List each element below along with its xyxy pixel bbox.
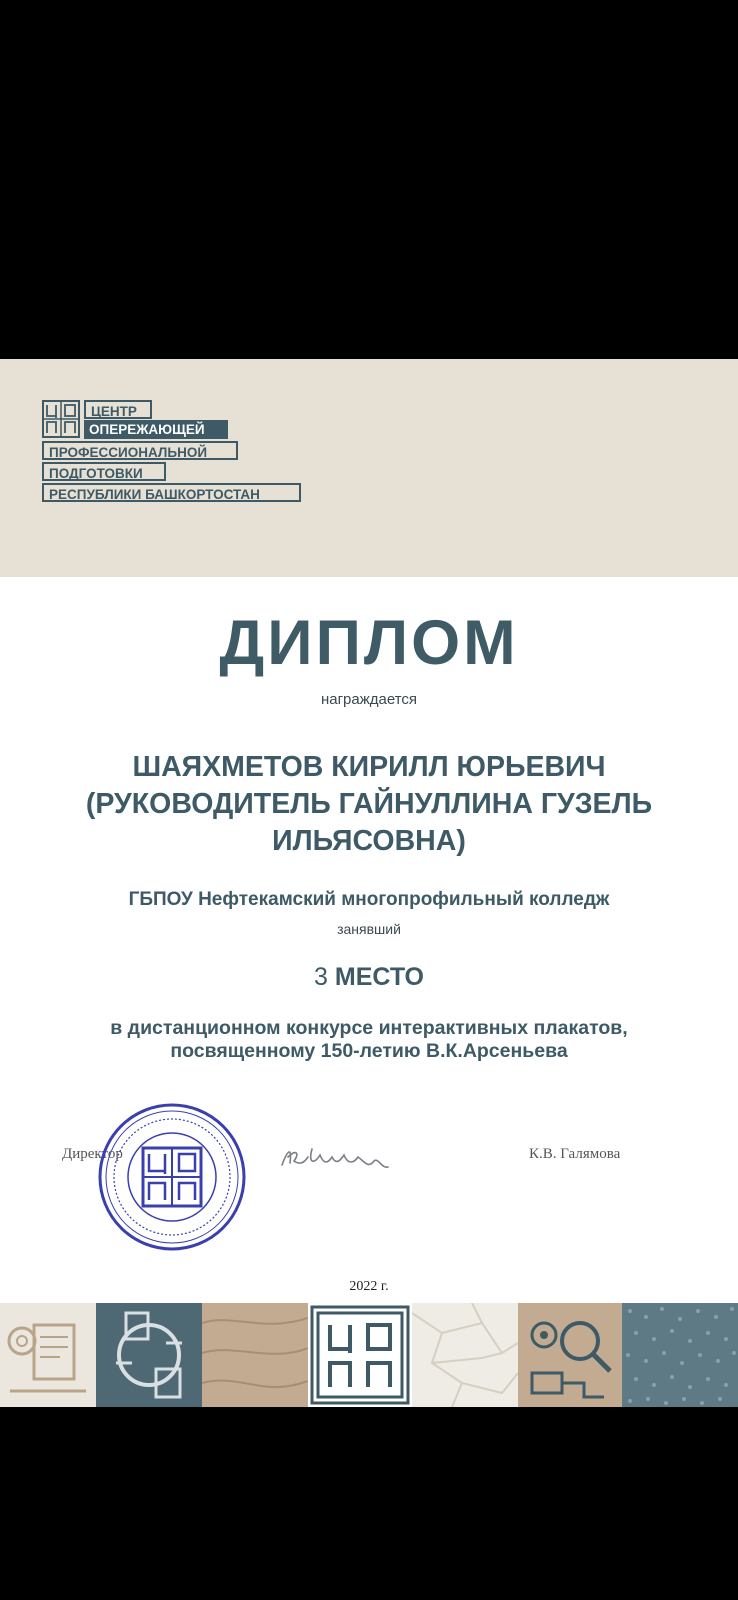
gear-magnifier-icon xyxy=(518,1303,622,1407)
footer-tile-3 xyxy=(202,1303,308,1407)
crackle-pattern xyxy=(412,1303,518,1407)
place-result xyxy=(0,963,738,992)
director-role: Директор xyxy=(62,1146,123,1162)
logo-mark-icon xyxy=(42,400,80,438)
footer-tile-7 xyxy=(622,1303,738,1407)
place-number: 3 xyxy=(314,963,328,991)
logo-line-3: ПРОФЕССИОНАЛЬНОЙ xyxy=(42,441,238,460)
footer-tile-4 xyxy=(308,1303,412,1407)
took-label: занявший xyxy=(337,921,401,937)
recipient-name: ШАЯХМЕТОВ КИРИЛЛ ЮРЬЕВИЧ xyxy=(132,751,606,783)
diploma-document xyxy=(0,359,738,1407)
diploma-title: ДИПЛОМ xyxy=(219,608,519,678)
footer-tile-6 xyxy=(518,1303,622,1407)
contest-line-2: посвященному 150-летию В.К.Арсеньева xyxy=(170,1040,568,1062)
logo-line-5: РЕСПУБЛИКИ БАШКОРТОСТАН xyxy=(42,483,301,502)
contest-line-1: в дистанционном конкурсе интерактивных плакатов, xyxy=(110,1017,628,1039)
logo-line-4: ПОДГОТОВКИ xyxy=(42,462,166,481)
header-band xyxy=(0,359,738,577)
dot-pattern xyxy=(622,1303,738,1407)
handwritten-signature xyxy=(278,1139,398,1179)
signer-name: К.В. Галямова xyxy=(529,1146,621,1162)
awarded-label: награждается xyxy=(320,691,418,708)
diploma-year: 2022 г. xyxy=(349,1279,389,1294)
organization: ГБПОУ Нефтекамский многопрофильный колледж xyxy=(128,889,610,910)
footer-tiles xyxy=(0,1303,738,1407)
copp-footer-mark-icon xyxy=(308,1303,412,1407)
official-stamp xyxy=(97,1102,247,1252)
footer-tile-1 xyxy=(0,1303,96,1407)
logo-line-1: ЦЕНТР xyxy=(84,400,152,419)
supervisor-line-1: (РУКОВОДИТЕЛЬ ГАЙНУЛЛИНА ГУЗЕЛЬ xyxy=(85,788,653,820)
place-word: МЕСТО xyxy=(334,963,424,991)
hands-puzzle-icon xyxy=(96,1303,202,1407)
footer-tile-5 xyxy=(412,1303,518,1407)
logo-line-2: ОПЕРЕЖАЮЩЕЙ xyxy=(84,420,228,439)
texture-pattern xyxy=(202,1303,308,1407)
supervisor-line-2: ИЛЬЯСОВНА) xyxy=(272,825,466,857)
footer-tile-2 xyxy=(96,1303,202,1407)
gear-document-icon xyxy=(0,1303,96,1407)
